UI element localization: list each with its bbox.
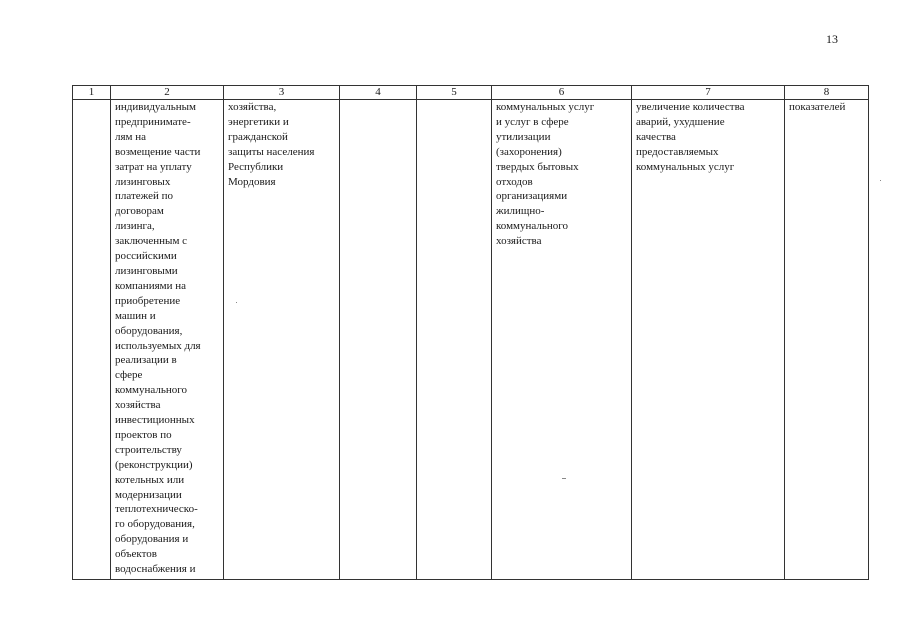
page-number: 13 <box>826 32 838 46</box>
scan-speck <box>236 302 237 303</box>
column-header-2: 2 <box>111 86 224 100</box>
table-row <box>73 100 869 580</box>
table-cell-2 <box>111 100 224 580</box>
column-header-5: 5 <box>417 86 492 100</box>
table-cell-4 <box>340 100 417 580</box>
column-header-4: 4 <box>340 86 417 100</box>
cell-text-8: показателей <box>789 101 846 113</box>
column-header-7: 7 <box>632 86 785 100</box>
table-cell-7 <box>632 100 785 580</box>
column-header-8: 8 <box>785 86 869 100</box>
table-cell-5 <box>417 100 492 580</box>
column-header-1: 1 <box>73 86 111 100</box>
document-table <box>72 85 869 580</box>
scan-speck <box>880 180 881 181</box>
table-cell-1 <box>73 100 111 580</box>
cell-text-6: коммунальных услуг и услуг в сфере утилизации (захоронения) твердых бытовых отходов организациями жилищно- коммунального хозяйства <box>496 101 595 248</box>
table-cell-6 <box>492 100 632 580</box>
table-header-row <box>73 86 869 100</box>
column-header-3: 3 <box>224 86 340 100</box>
cell-text-2: индивидуальным предпринимате- лям на возмещение части затрат на уплату лизинговых платежей по договорам лизинга, заключенным с российскими лизинговыми компаниями на приобретение машин и оборудования, используемых для реализации в сфере коммунального хозяйства инвестиционных проектов по строительству (реконструкции) котельных или модернизации теплотехническо- го оборудования, оборудования и объектов водоснабжения и <box>115 101 201 576</box>
scan-speck <box>562 478 566 479</box>
column-header-6: 6 <box>492 86 632 100</box>
cell-text-7: увеличение количества аварий, ухудшение качества предоставляемых коммунальных услуг <box>636 101 745 173</box>
table-cell-3 <box>224 100 340 580</box>
table-cell-8 <box>785 100 869 580</box>
cell-text-3: хозяйства, энергетики и гражданской защиты населения Республики Мордовия <box>228 101 315 188</box>
